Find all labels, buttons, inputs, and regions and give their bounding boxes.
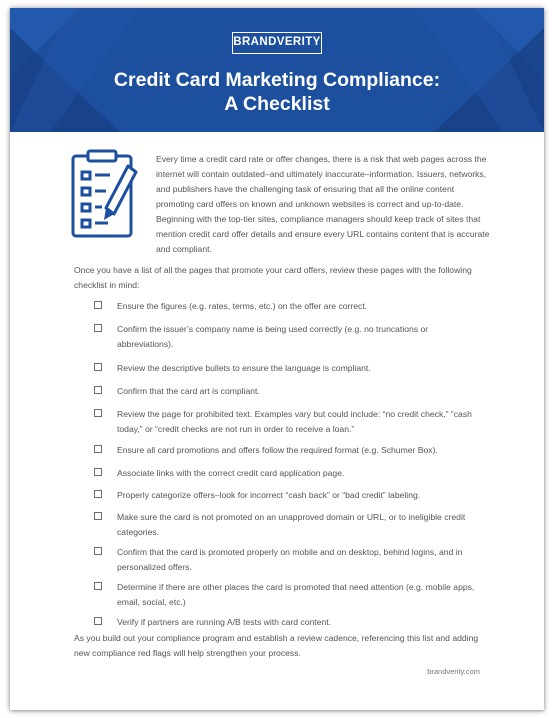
checklist-clipboard-icon [70,148,140,240]
checklist-item-text: Confirm the issuer’s company name is being used correctly (e.g. no truncations or abbreviations). [117,324,429,349]
checklist-item-text: Review the descriptive bullets to ensure the language is compliant. [117,363,371,373]
checklist-document [10,8,544,710]
closing-paragraph: As you build out your compliance program and establish a review cadence, referencing this list and adding new compliance red flags will help strengthen your process. [74,633,479,658]
checklist-item-text: Confirm that the card art is compliant. [117,386,260,396]
checkbox[interactable] [94,301,102,309]
checkbox[interactable] [94,468,102,476]
page-title [10,68,544,116]
checkbox[interactable] [94,445,102,453]
lead-paragraph: Once you have a list of all the pages that promote your card offers, review these pages with the following checklist in mind: [74,265,472,290]
checklist-item-text: Review the page for prohibited text. Examples vary but could include: “no credit check,” “cash today,” or “credit checks are not run in order to receive a loan.” [117,409,472,434]
checklist-item-text: Associate links with the correct credit card application page. [117,468,345,478]
checklist-item-text: Ensure all card promotions and offers follow the required format (e.g. Schumer Box). [117,445,438,455]
intro-paragraph: Every time a credit card rate or offer changes, there is a risk that web pages across the internet will contain outdated–and ultimately inaccurate–information. Issuers, networks, and publishers have the challenging task of ensuring that all the online content promoting card offers on known and unknown websites is correct and up-to-date. Beginning with the top-tier sites, compliance managers should keep track of sites that mention credit card offer details and ensure every URL contains content that is accurate and compliant. [156,154,490,254]
header-banner [10,8,544,132]
footer-url[interactable]: brandverity.com [427,667,480,676]
checkbox[interactable] [94,547,102,555]
checkbox[interactable] [94,617,102,625]
checkbox[interactable] [94,582,102,590]
checkbox[interactable] [94,386,102,394]
checkbox[interactable] [94,490,102,498]
checklist-item-text: Verify if partners are running A/B tests with card content. [117,617,331,627]
checklist-item-text: Determine if there are other places the card is promoted that need attention (e.g. mobile apps, email, social, etc.) [117,582,475,607]
checkbox[interactable] [94,324,102,332]
checklist-item-text: Confirm that the card is promoted properly on mobile and on desktop, behind logins, and in personalized offers. [117,547,463,572]
title-line-2: A Checklist [224,93,330,115]
checkbox[interactable] [94,512,102,520]
checklist-item-text: Properly categorize offers–look for incorrect “cash back” or “bad credit” labeling. [117,490,421,500]
checkbox[interactable] [94,363,102,371]
title-line-1: Credit Card Marketing Compliance: [113,69,441,91]
checkbox[interactable] [94,409,102,417]
checklist-item-text: Make sure the card is not promoted on an unapproved domain or URL, or to ineligible credit categories. [117,512,466,537]
brand-logo: BRANDVERITY [232,32,322,54]
checklist-item-text: Ensure the figures (e.g. rates, terms, etc.) on the offer are correct. [117,301,368,311]
